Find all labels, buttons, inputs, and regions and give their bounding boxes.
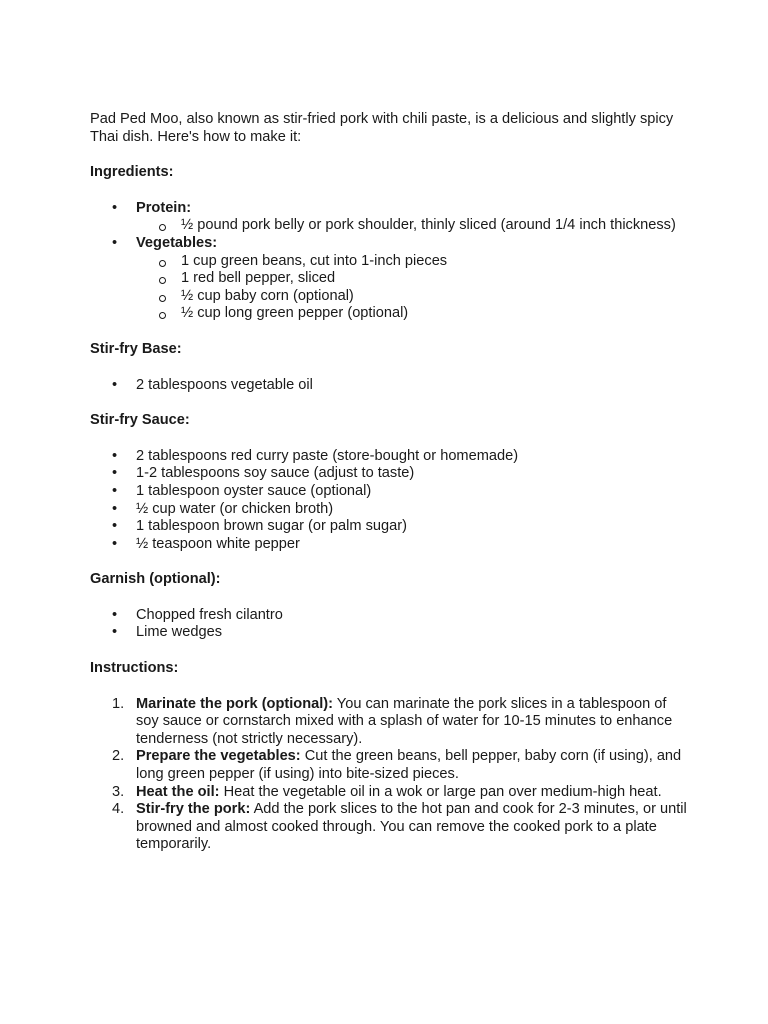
garnish-list	[90, 607, 690, 642]
list-item: ½ pound pork belly or pork shoulder, thinly sliced (around 1/4 inch thickness)	[136, 217, 690, 235]
vegetables-label: Vegetables:	[136, 234, 218, 251]
list-item: • Chopped fresh cilantro	[90, 607, 690, 625]
list-item: • 2 tablespoons vegetable oil	[90, 377, 690, 395]
document-page	[90, 111, 690, 854]
stir-fry-base-heading: Stir-fry Base:	[90, 340, 182, 357]
list-item: 1 red bell pepper, sliced	[136, 270, 690, 288]
step-number: 4.	[112, 801, 125, 818]
list-item: • 1 tablespoon brown sugar (or palm sugar)	[90, 518, 690, 536]
step-title: Marinate the pork (optional):	[136, 695, 334, 712]
step-text: Add the pork slices to the hot pan and cook for 2-3 minutes, or until browned and almost cooked through. You can remove the cooked pork to a plate temporarily.	[136, 801, 687, 853]
garnish-heading: Garnish (optional):	[90, 571, 221, 588]
instructions-list	[90, 696, 690, 854]
step-text: You can marinate the pork slices in a tablespoon of soy sauce or cornstarch mixed with a splash of water for 10-15 minutes to enhance tenderness (not strictly necessary).	[136, 695, 673, 747]
stir-fry-sauce-heading: Stir-fry Sauce:	[90, 412, 190, 429]
step-number: 3.	[112, 783, 125, 800]
instruction-step	[90, 784, 690, 802]
instruction-step	[90, 696, 690, 749]
list-item: • 2 tablespoons red curry paste (store-bought or homemade)	[90, 448, 690, 466]
stir-fry-base-list	[90, 377, 690, 395]
list-item: 1 cup green beans, cut into 1-inch pieces	[136, 253, 690, 271]
list-item: • ½ teaspoon white pepper	[90, 536, 690, 554]
ingredients-list	[90, 200, 690, 323]
step-text: Cut the green beans, bell pepper, baby corn (if using), and long green pepper (if using) into bite-sized pieces.	[136, 748, 682, 783]
list-item: ½ cup long green pepper (optional)	[136, 305, 690, 323]
instruction-step	[90, 748, 690, 783]
list-item-vegetables	[90, 235, 690, 323]
ingredients-heading: Ingredients:	[90, 164, 174, 181]
step-number: 2.	[112, 748, 125, 765]
step-text: Heat the vegetable oil in a wok or large pan over medium-high heat.	[219, 783, 662, 800]
list-item-protein	[90, 200, 690, 235]
step-title: Prepare the vegetables:	[136, 748, 301, 765]
list-item: ½ cup baby corn (optional)	[136, 288, 690, 306]
protein-label: Protein:	[136, 199, 192, 216]
intro-paragraph: Pad Ped Moo, also known as stir-fried pork with chili paste, is a delicious and slightly spicy Thai dish. Here's how to make it:	[90, 111, 674, 145]
list-item: • 1-2 tablespoons soy sauce (adjust to taste)	[90, 465, 690, 483]
vegetables-sublist	[136, 253, 690, 323]
protein-sublist	[136, 217, 690, 235]
list-item: • 1 tablespoon oyster sauce (optional)	[90, 483, 690, 501]
step-number: 1.	[112, 695, 125, 712]
instructions-heading: Instructions:	[90, 660, 179, 677]
step-title: Stir-fry the pork:	[136, 801, 251, 818]
list-item: • Lime wedges	[90, 624, 690, 642]
stir-fry-sauce-list	[90, 448, 690, 554]
list-item: • ½ cup water (or chicken broth)	[90, 501, 690, 519]
step-title: Heat the oil:	[136, 783, 220, 800]
instruction-step	[90, 801, 690, 854]
